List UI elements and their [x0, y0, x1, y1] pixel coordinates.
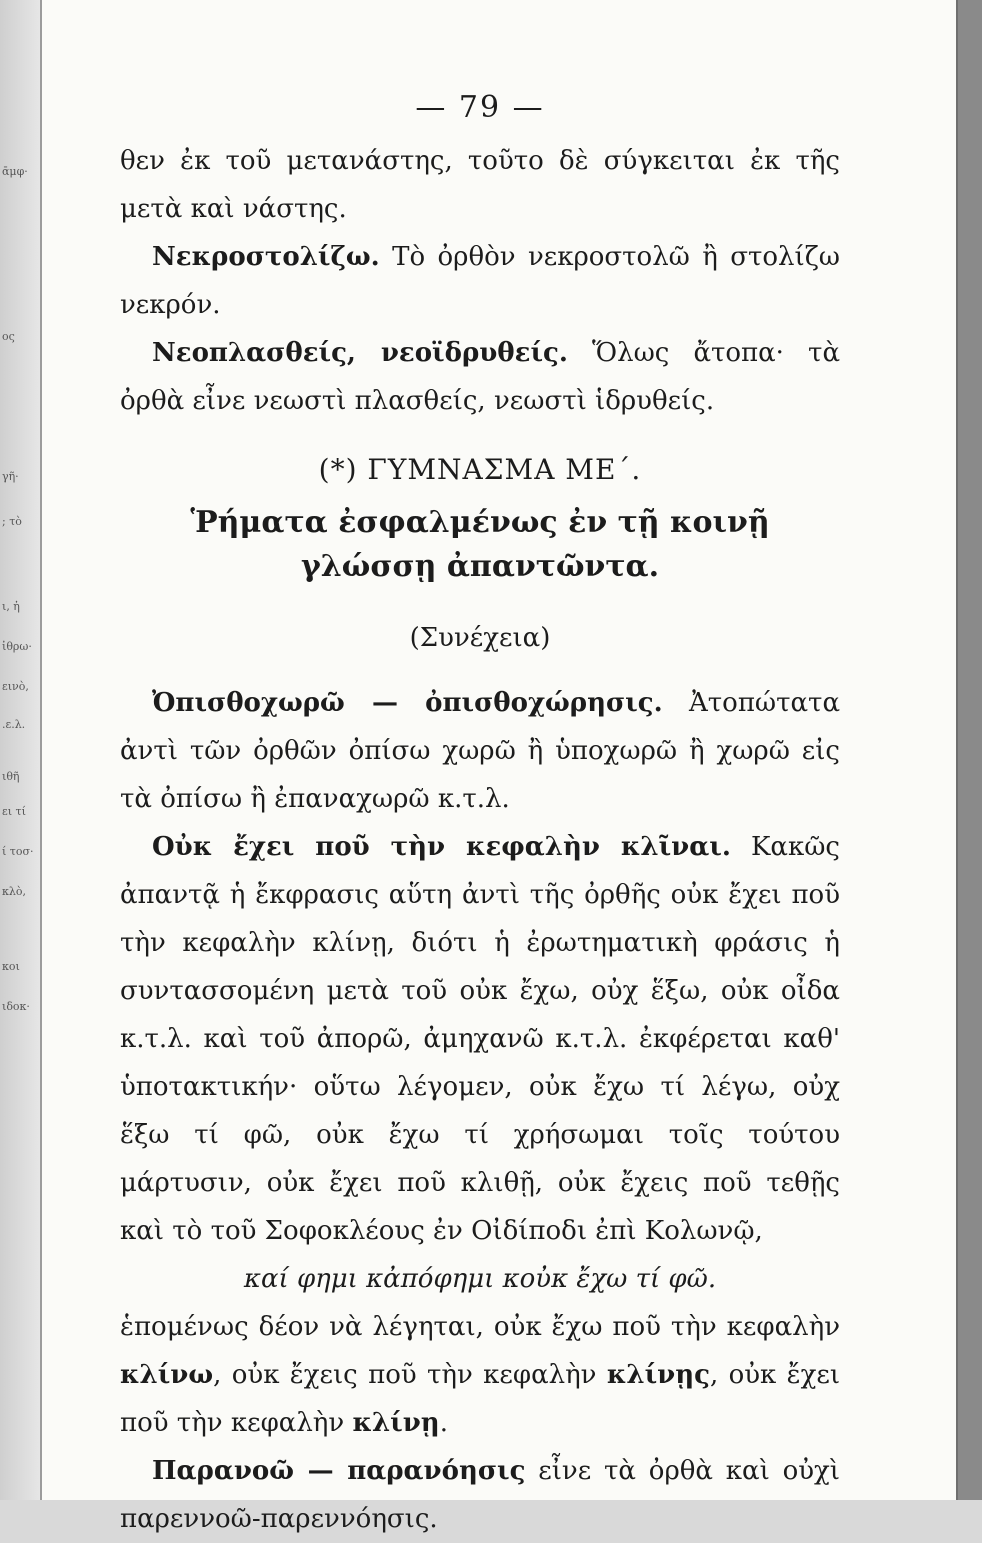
entry-body: Τὸ ὀρθὸν νεκροστολῶ ἢ στολίζω νεκρόν. [120, 242, 840, 320]
quoted-verse: καί φημι κἀπόφημι κοὐκ ἔχω τί φῶ. [243, 1264, 717, 1294]
section-subtitle: Ῥήματα ἐσφαλμένως ἐν τῇ κοινῇ γλώσσῃ ἀπαντῶντα. [190, 505, 770, 584]
spine-fragment: ᾱμφ· [2, 165, 28, 178]
emphasis-word: κλίνῃ [352, 1408, 440, 1438]
paragraph-1: θεν ἐκ τοῦ μετανάστης, τοῦτο δὲ σύγκειται ἐκ τῆς μετὰ καὶ νάστης. [120, 146, 840, 224]
emphasis-word: κλίνῃς [606, 1360, 710, 1390]
entry-body: Ὅλως ἄτοπα· τὰ ὀρθὰ εἶνε νεωστὶ πλασθείς, νεωστὶ ἱδρυθείς. [120, 338, 840, 416]
spine-fragment: ι, ἡ [2, 600, 20, 613]
text-run: , οὐκ ἔχει ποῦ τὴν κεφαλὴν [120, 1360, 841, 1438]
continued-label: (Συνέχεια) [409, 623, 551, 653]
paragraph-3 [120, 329, 840, 425]
spine-fragment: ει τί [2, 805, 26, 818]
spine-fragment: ιθῆ [2, 770, 20, 783]
spine-fragment: εινὸ, [2, 680, 29, 693]
entry-heading: Οὐκ ἔχει ποῦ τὴν κεφαλὴν κλῖναι. [152, 832, 731, 862]
entry-heading: Νεκροστολίζω. [152, 242, 380, 272]
entry-heading: Παρανοῶ — παρανόησις [152, 1456, 526, 1486]
paragraph-4 [120, 679, 840, 823]
paragraph-7 [120, 1447, 840, 1543]
spine-fragment: ; τὸ [2, 515, 22, 528]
entry-heading: Ὀπισθοχωρῶ — ὀπισθοχώρησις. [152, 688, 663, 718]
spine-fragment: κοι [2, 960, 20, 973]
entry-body: Ἀτοπώτατα ἀντὶ τῶν ὀρθῶν ὀπίσω χωρῶ ἢ ὑποχωρῶ ἢ χωρῶ εἰς τὰ ὀπίσω ἢ ἐπαναχωρῶ κ.τ.λ. [120, 688, 840, 814]
page-text [120, 90, 840, 1543]
spine-fragment: κλὸ, [2, 885, 26, 898]
entry-body: Κακῶς ἀπαντᾷ ἡ ἔκφρασις αὕτη ἀντὶ τῆς ὀρθῆς οὐκ ἔχει ποῦ τὴν κεφαλὴν κλίνῃ, διότι ἡ ἐρωτηματικὴ φράσις ἡ συντασσομένη μετὰ τοῦ οὐκ ἔχω, οὐχ ἕξω, οὐκ οἶδα κ.τ.λ. καὶ τοῦ ἀπορῶ, ἀμηχανῶ κ.τ.λ. ἐκφέρεται καθ' ὑποτακτικήν· οὕτω λέγομεν, οὐκ ἔχω τί λέγω, οὐχ ἕξω τί φῶ, οὐκ ἔχω τί χρήσωμαι τοῖς τούτου μάρτυσιν, οὐκ ἔχει ποῦ κλιθῇ, οὐκ ἔχεις ποῦ τεθῇς καὶ τὸ τοῦ Σοφοκλέους ἐν Οἰδίποδι ἐπὶ Κολωνῷ, [120, 832, 840, 1246]
emphasis-word: κλίνω [120, 1360, 214, 1390]
section-title: (*) ΓΥΜΝΑΣΜΑ ΜΕ΄. [318, 453, 642, 486]
paragraph-5 [120, 823, 840, 1255]
spine-fragment: .ε.λ. [2, 718, 26, 731]
spine-fragment: ί τοσ· [2, 845, 34, 858]
text-run: . [439, 1408, 448, 1438]
entry-body: εἶνε τὰ ὀρθὰ καὶ οὐχὶ παρεννοῶ-παρεννόησις. [120, 1456, 841, 1534]
spine-fragment: ἰθρω· [2, 640, 32, 653]
scan-edge [958, 0, 982, 1500]
adjacent-page-spine [0, 0, 41, 1500]
spine-fragment: γῆ· [2, 470, 19, 483]
paragraph-2 [120, 233, 840, 329]
entry-heading: Νεοπλασθείς, νεοϊδρυθείς. [152, 338, 568, 368]
paragraph-6 [120, 1303, 840, 1447]
spine-fragment: ιδοκ· [2, 1000, 30, 1013]
text-run: ἑπομένως δέον νὰ λέγηται, οὐκ ἔχω ποῦ τὴν κεφαλὴν [120, 1312, 840, 1342]
page-number: — 79 — [415, 90, 545, 125]
spine-fragment: ος [2, 330, 15, 343]
text-run: , οὐκ ἔχεις ποῦ τὴν κεφαλὴν [213, 1360, 607, 1390]
